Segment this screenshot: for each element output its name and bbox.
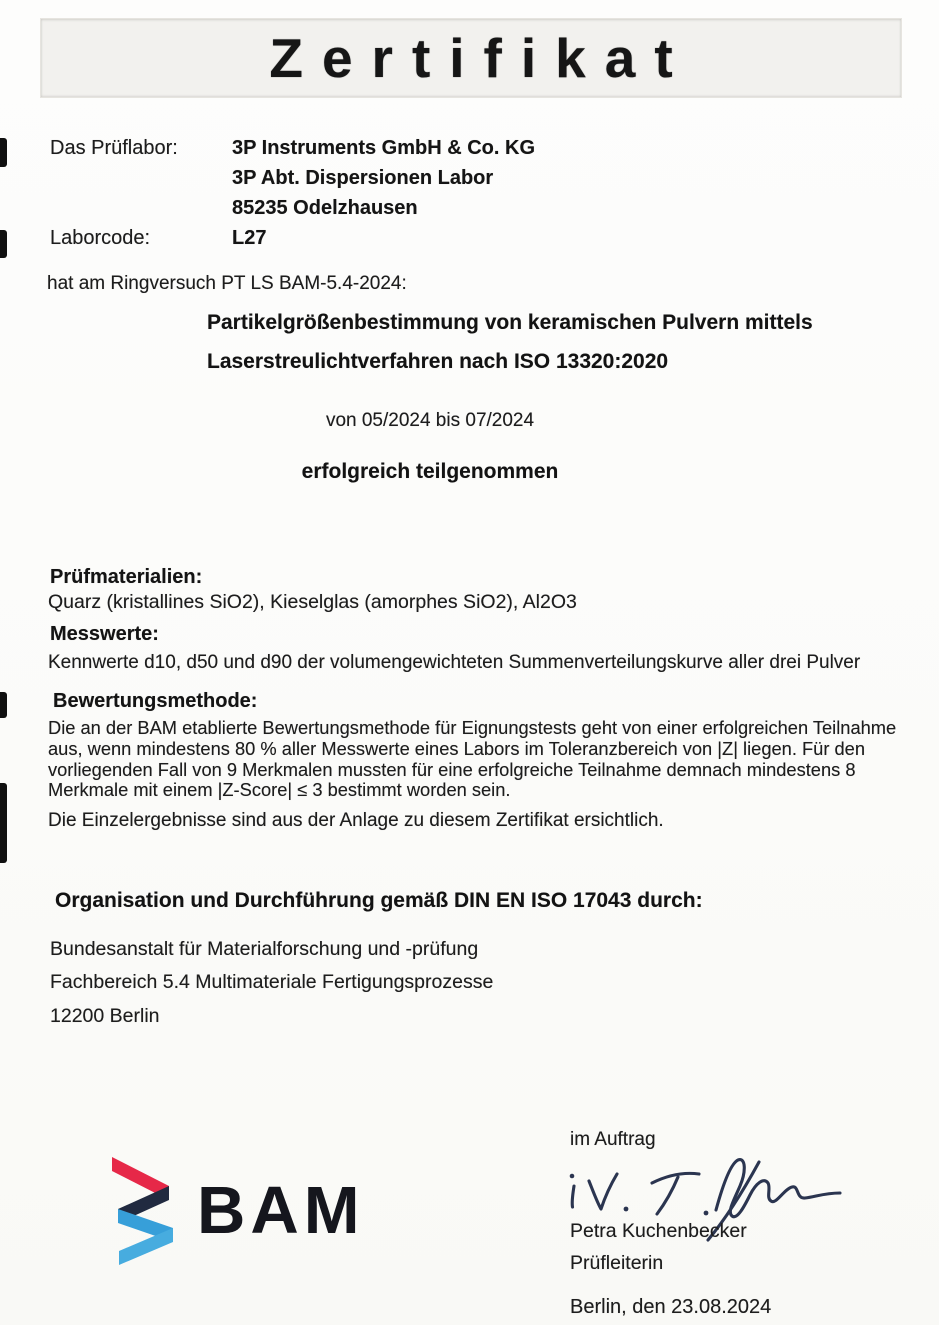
lab-name-line: 3P Instruments GmbH & Co. KG (232, 137, 536, 159)
bewertungsmethode-heading: Bewertungsmethode: (53, 690, 258, 712)
ringversuch-result: erfolgreich teilgenommen (301, 460, 559, 483)
lab-name-line: 85235 Odelzhausen (232, 197, 418, 219)
pruefmaterialien-body: Quarz (kristallines SiO2), Kieselglas (amorphes SiO2), Al2O3 (48, 591, 577, 613)
ribbon-blue-tail (119, 1228, 173, 1265)
signature-stroke (657, 1177, 678, 1214)
signature-dot (624, 1207, 629, 1212)
scan-artifact (0, 783, 7, 863)
ringversuch-period: von 05/2024 bis 07/2024 (325, 410, 535, 431)
lab-label: Das Prüflabor: (50, 137, 178, 159)
paragraph-line: aus, wenn mindestens 80 % aller Messwerte eines Labors im Toleranzbereich von |Z| liegen. Für den (48, 737, 865, 759)
ringversuch-intro: hat am Ringversuch PT LS BAM-5.4-2024: (47, 273, 407, 294)
organisation-line: 12200 Berlin (50, 1005, 160, 1027)
signature-stroke (716, 1160, 840, 1217)
lab-name-line: 3P Abt. Dispersionen Labor (232, 167, 494, 189)
paragraph-line: Merkmale mit einem |Z-Score| ≤ 3 bestimmt worden sein. (48, 779, 511, 801)
messwerte-heading: Messwerte: (50, 623, 159, 645)
labcode-label: Laborcode: (50, 227, 151, 249)
paragraph-line: vorliegenden Fall von 9 Merkmalen mussten für eine erfolgreiche Teilnahme demnach mindestens 8 (48, 758, 856, 780)
organisation-line: Fachbereich 5.4 Multimateriale Fertigungsprozesse (50, 971, 494, 993)
signer-role: Prüfleiterin (570, 1252, 664, 1274)
scan-artifact (0, 230, 7, 258)
on-behalf-label: im Auftrag (570, 1129, 656, 1150)
signature-dot (570, 1174, 575, 1179)
organisation-line: Bundesanstalt für Materialforschung und -prüfung (50, 938, 479, 960)
organisation-heading: Organisation und Durchführung gemäß DIN EN ISO 17043 durch: (55, 889, 703, 912)
place-date: Berlin, den 23.08.2024 (570, 1296, 772, 1318)
certificate-title: Zertifikat (269, 27, 692, 89)
ringversuch-subject-line: Partikelgrößenbestimmung von keramischen Pulvern mittels (207, 311, 813, 334)
scan-artifact (0, 692, 7, 718)
scan-artifact (0, 138, 7, 167)
bewertungsmethode-paragraph (48, 718, 896, 801)
labcode-value: L27 (232, 227, 267, 249)
bam-logo-ribbon-icon (112, 1157, 174, 1267)
messwerte-body: Kennwerte d10, d50 und d90 der volumengewichteten Summenverteilungskurve aller drei Pulver (48, 652, 861, 673)
signature-dot (704, 1211, 709, 1216)
paragraph-line: Die an der BAM etablierte Bewertungsmethode für Eignungstests geht von einer erfolgreichen Teilnahme (48, 717, 897, 738)
bam-logo-text: BAM (197, 1173, 365, 1248)
title-banner (40, 18, 902, 98)
bewertungsmethode-note: Die Einzelergebnisse sind aus der Anlage zu diesem Zertifikat ersichtlich. (48, 810, 664, 831)
ringversuch-subject-line: Laserstreulichtverfahren nach ISO 13320:2020 (207, 350, 669, 373)
pruefmaterialien-heading: Prüfmaterialien: (50, 566, 203, 588)
signer-name: Petra Kuchenbecker (570, 1220, 747, 1242)
